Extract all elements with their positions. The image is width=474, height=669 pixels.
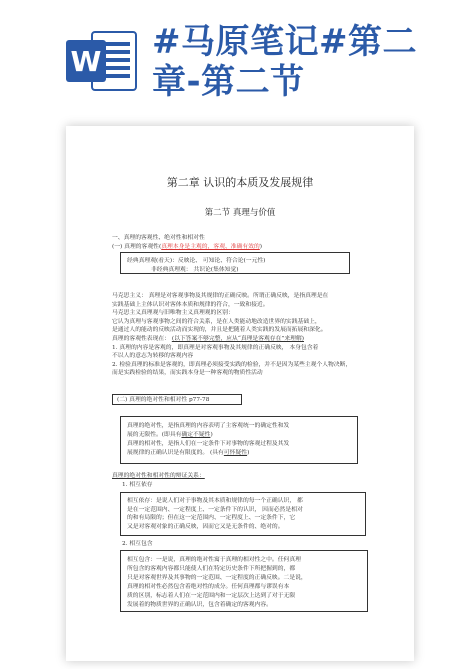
list-item: 2. 检验真理的标准是客观的，即真理必须接受实践的检验，并不是因为某些主观个人物决断， xyxy=(112,361,352,368)
box-line: 真理的相对性必然包含着绝对性的成分。任何真理都与谬误有本 xyxy=(127,584,290,590)
absolute-relative-box xyxy=(120,416,358,464)
mutual-inclusion-box xyxy=(120,550,368,612)
title-line-1: #马原笔记#第二 xyxy=(152,22,417,62)
item-2-block xyxy=(112,540,376,549)
word-document-icon xyxy=(66,28,138,94)
truth-view-line: 经典真理观(看天)：反映论、 可知论、符合论(一元性) xyxy=(127,258,266,264)
paragraph-line: 马克思主义： 真理是对客观事物及其规律的正确反映。所谓正确反映，是指真理是在 xyxy=(112,293,329,299)
truth-view-line: 非经典真理观： 共识论(集体知觉) xyxy=(151,266,239,273)
title-line-2: 章-第二节 xyxy=(152,62,305,102)
box-line: 真理的绝对性，是指真理的内容表明了主客观统一的确定性和发 xyxy=(127,423,290,429)
paragraph-line: 是通过人的能动的反映活动而实现的，并且是把随着人类实践的发展而拓展和深化。 xyxy=(112,327,327,334)
page-title xyxy=(152,22,472,102)
chapter-title: 第二章 认识的本质及发展规律 xyxy=(166,176,314,189)
box-line: 是在一定范围内、一定程度上、一定条件下的认识， 因而必然是相对 xyxy=(127,506,303,513)
word-icon-letter: W xyxy=(70,45,102,78)
red-note: 真理本身是主观的，客观、准确有效的 xyxy=(161,243,260,250)
box-line: 展规律的正确认识是有限度的。 (具有可怀疑性) xyxy=(127,450,250,456)
answer-note: (以下答案不够完整，应从“真理是客观存在”来理解) xyxy=(171,335,305,342)
item-2-label: 2. 相互包含 xyxy=(122,541,153,547)
keyword: 可怀疑性 xyxy=(223,450,248,456)
document-page xyxy=(66,126,414,661)
box-line: 发展着的物质世界的正确认识，包含着确定的客观内容。 xyxy=(127,602,272,608)
keyword: 确定不疑性 xyxy=(181,432,211,438)
box-line: 展的无限性。(即具有确定不疑性) xyxy=(127,432,213,438)
item-1-label: 1. 相互依存 xyxy=(122,481,153,488)
box-line: 所包含的客观内容都只能使人们在特定历史条件下所把握到的，都 xyxy=(127,566,296,572)
box-line: 真理的相对性，是指人们在一定条件下对事物的客观过程及其发 xyxy=(127,441,290,447)
paragraph-line: 马克思主义真理观与旧唯物主义真理观的区别： xyxy=(112,310,234,317)
section-2-heading-box xyxy=(112,394,242,405)
section-2-heading: (二) 真理的绝对性和相对性 p77-78 xyxy=(117,397,210,403)
section-3-heading-block xyxy=(112,472,376,489)
section-3-heading: 真理的绝对性和相对性的辩证关系： xyxy=(112,473,205,479)
box-line: 只是对客观世界及其事物的一定范围、一定程度的正确反映。二是说， xyxy=(127,575,307,581)
section-1-subheading: (一) 真理的客观性(真理本身是主观的，客观、准确有效的) xyxy=(112,243,263,250)
box-line: 相互包含：一是说，真理的绝对性寓于真理的相对性之中。任何真理 xyxy=(127,557,301,563)
truth-view-box xyxy=(120,252,350,274)
box-line: 质的区别，标志着人们在一定范围内和一定层次上达到了对于无限 xyxy=(127,593,296,599)
section-1-heading-block xyxy=(112,234,376,251)
box-line: 又是对客观对象的正确反映，因而它又是无条件的、绝对的。 xyxy=(127,523,284,530)
paragraph-1 xyxy=(112,292,376,378)
box-line: 相互依存：是说人们对于事物及其本质和规律的每一个正确认识， 都 xyxy=(127,498,303,504)
mutual-dependence-box xyxy=(120,492,366,536)
paragraph-line: 实践基础上主体认识对客体本质和规律的符合，一致和接近。 xyxy=(112,301,269,308)
header xyxy=(0,0,474,110)
section-title: 第二节 真理与价值 xyxy=(204,208,276,218)
list-item: 不以人的意志为转移的客观内容 xyxy=(112,353,194,360)
paragraph-line: 真理的客观性表现在： (以下答案不够完整，应从“真理是客观存在”来理解) xyxy=(112,335,305,342)
paragraph-line: 它认为真理与客观事物之间的符合关系，是在人类能动地改造世界的实践基础上， xyxy=(112,318,321,325)
box-line: 的和有局限的；但在这一定范围内、一定程度上、一定条件下，它 xyxy=(127,515,296,522)
section-1-heading: 一、真理的客观性、绝对性和相对性 xyxy=(112,235,205,241)
list-item: 1. 真理的内容是客观的，即真理是对客观事物及其规律的正确反映， 本身包含着 xyxy=(112,344,319,351)
list-item: 而是实践检验的结果，而实践本身是一种客观的物质性活动 xyxy=(112,370,263,377)
